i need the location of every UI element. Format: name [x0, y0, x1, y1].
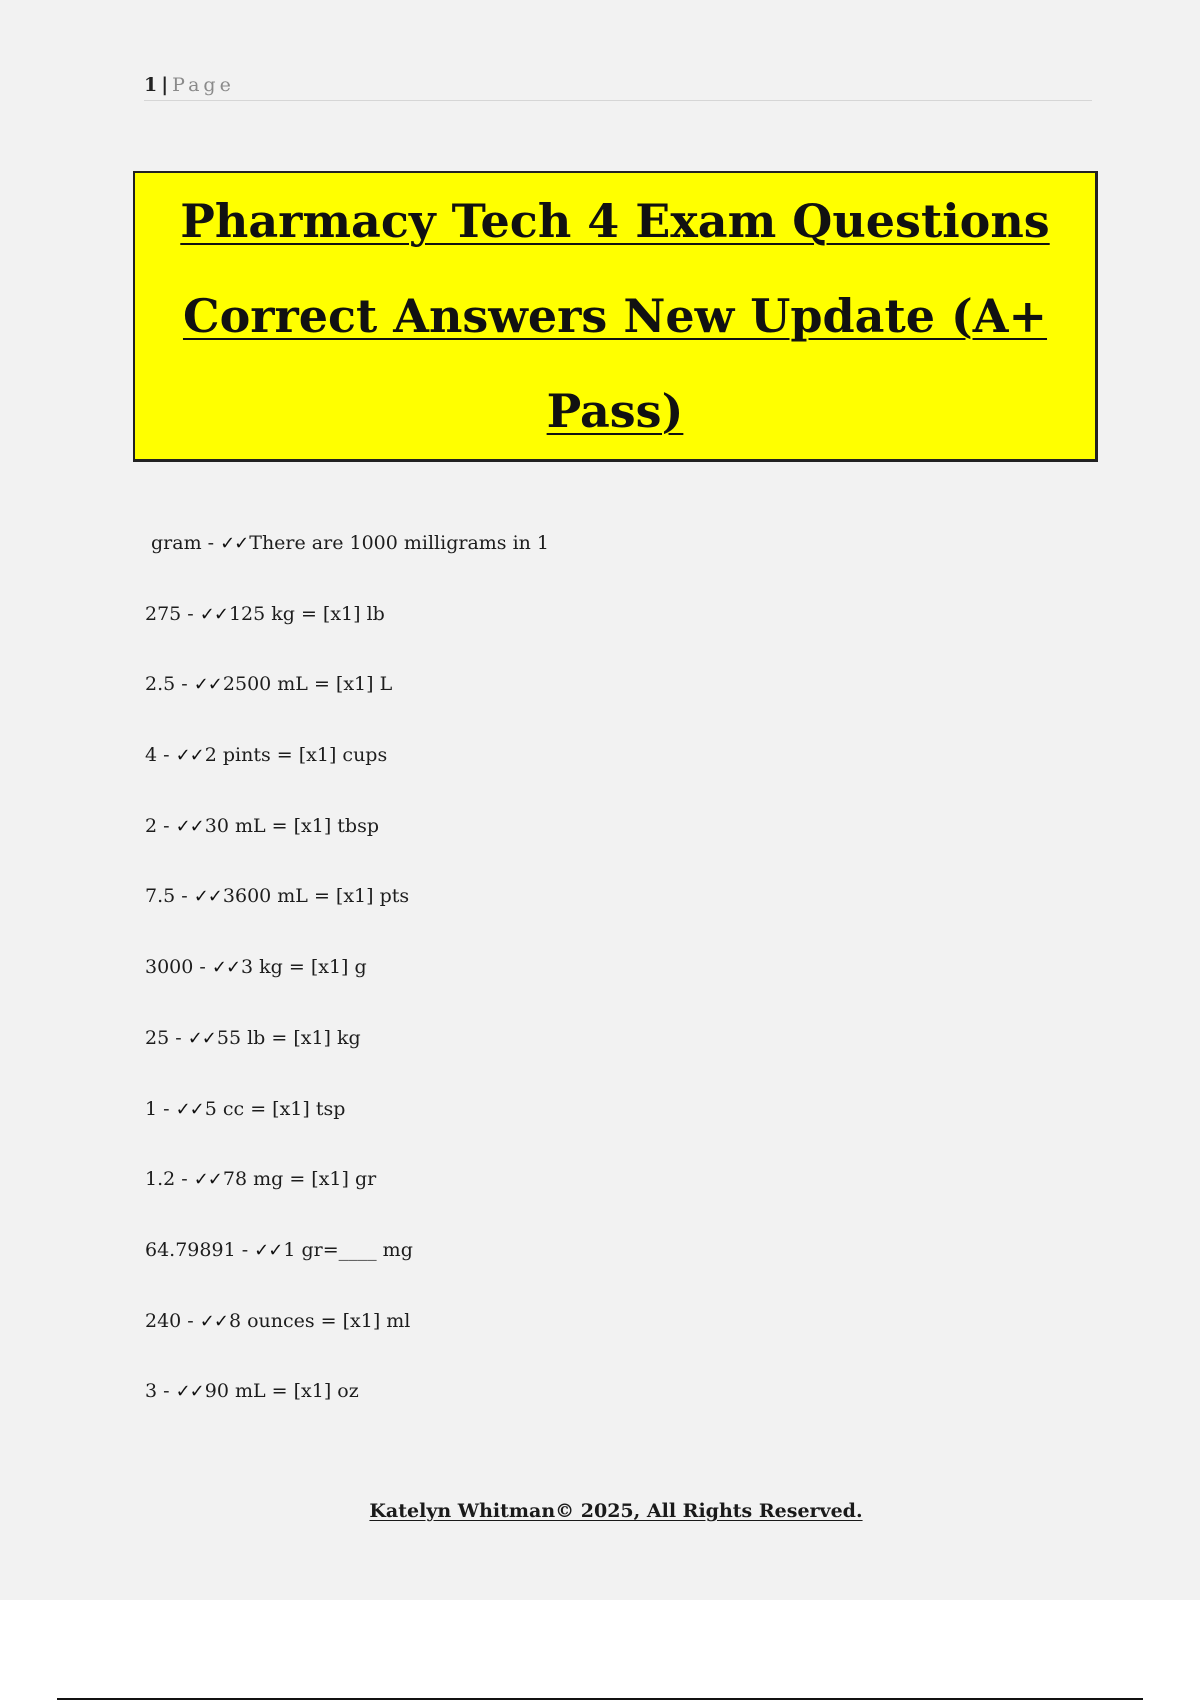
answer-text: 7.5	[145, 885, 176, 908]
page-label: Page	[172, 74, 235, 96]
question-text: 8 ounces = [x1] ml	[228, 1309, 411, 1332]
question-text: 30 mL = [x1] tbsp	[204, 814, 379, 837]
list-item: 7.5 - ✓✓3600 mL = [x1] pts	[145, 885, 410, 908]
question-answer-list	[145, 525, 1045, 1444]
answer-text: 4	[145, 744, 158, 767]
double-check-icon: ✓✓	[220, 533, 249, 554]
title-banner	[133, 171, 1098, 462]
answer-text: 1.2	[145, 1168, 176, 1191]
question-text: 90 mL = [x1] oz	[204, 1380, 359, 1403]
double-check-icon: ✓✓	[199, 1310, 228, 1332]
double-check-icon: ✓✓	[187, 1027, 216, 1049]
double-check-icon: ✓✓	[193, 674, 222, 696]
list-item: 25 - ✓✓55 lb = [x1] kg	[145, 1026, 361, 1049]
question-text: 5 cc = [x1] tsp	[204, 1097, 346, 1120]
list-item: 1.2 - ✓✓78 mg = [x1] gr	[145, 1168, 377, 1191]
list-item: 275 - ✓✓125 kg = [x1] lb	[145, 602, 385, 625]
copyright-footer: Katelyn Whitman© 2025, All Rights Reserved.	[369, 1500, 863, 1522]
double-check-icon: ✓✓	[175, 745, 204, 767]
question-text: 55 lb = [x1] kg	[216, 1026, 361, 1049]
answer-text: 275	[145, 602, 182, 625]
list-item: 4 - ✓✓2 pints = [x1] cups	[145, 744, 388, 767]
list-item: 64.79891 - ✓✓1 gr=____ mg	[145, 1238, 413, 1261]
list-item: 1 - ✓✓5 cc = [x1] tsp	[145, 1097, 346, 1120]
page-header	[144, 72, 1092, 101]
answer-text: 3000	[145, 956, 194, 979]
answer-text: 1	[145, 1097, 158, 1120]
list-item: 3 - ✓✓90 mL = [x1] oz	[145, 1380, 359, 1403]
question-text: 2 pints = [x1] cups	[204, 744, 388, 767]
list-item: gram - ✓✓There are 1000 milligrams in 1	[151, 532, 550, 554]
answer-text: 25	[145, 1026, 170, 1049]
list-item: 240 - ✓✓8 ounces = [x1] ml	[145, 1309, 411, 1332]
double-check-icon: ✓✓	[175, 1098, 204, 1120]
answer-text: 2.5	[145, 673, 176, 696]
double-check-icon: ✓✓	[199, 603, 228, 625]
question-text: 3 kg = [x1] g	[241, 956, 367, 979]
double-check-icon: ✓✓	[193, 886, 222, 908]
question-text: 3600 mL = [x1] pts	[222, 885, 410, 908]
answer-text: 240	[145, 1309, 182, 1332]
question-text: There are 1000 milligrams in 1	[249, 532, 550, 554]
answer-text: 2	[145, 814, 158, 837]
question-text: 78 mg = [x1] gr	[222, 1168, 377, 1191]
answer-text: 3	[145, 1380, 158, 1403]
answer-text: 64.79891	[145, 1238, 236, 1261]
question-text: 2500 mL = [x1] L	[222, 673, 393, 696]
list-item: 2.5 - ✓✓2500 mL = [x1] L	[145, 673, 393, 696]
double-check-icon: ✓✓	[193, 1169, 222, 1191]
page-number: 1	[144, 74, 158, 96]
double-check-icon: ✓✓	[175, 1381, 204, 1403]
double-check-icon: ✓✓	[254, 1239, 283, 1261]
page-header-separator: |	[161, 74, 169, 96]
answer-text: gram	[151, 532, 202, 554]
double-check-icon: ✓✓	[175, 815, 204, 837]
question-text: 125 kg = [x1] lb	[228, 602, 385, 625]
list-item: 3000 - ✓✓3 kg = [x1] g	[145, 956, 367, 979]
question-text: 1 gr=____ mg	[283, 1238, 413, 1261]
document-title: Pharmacy Tech 4 Exam Questions Correct Answers New Update (A+ Pass)	[180, 193, 1050, 438]
double-check-icon: ✓✓	[211, 957, 241, 979]
list-item: 2 - ✓✓30 mL = [x1] tbsp	[145, 814, 379, 837]
